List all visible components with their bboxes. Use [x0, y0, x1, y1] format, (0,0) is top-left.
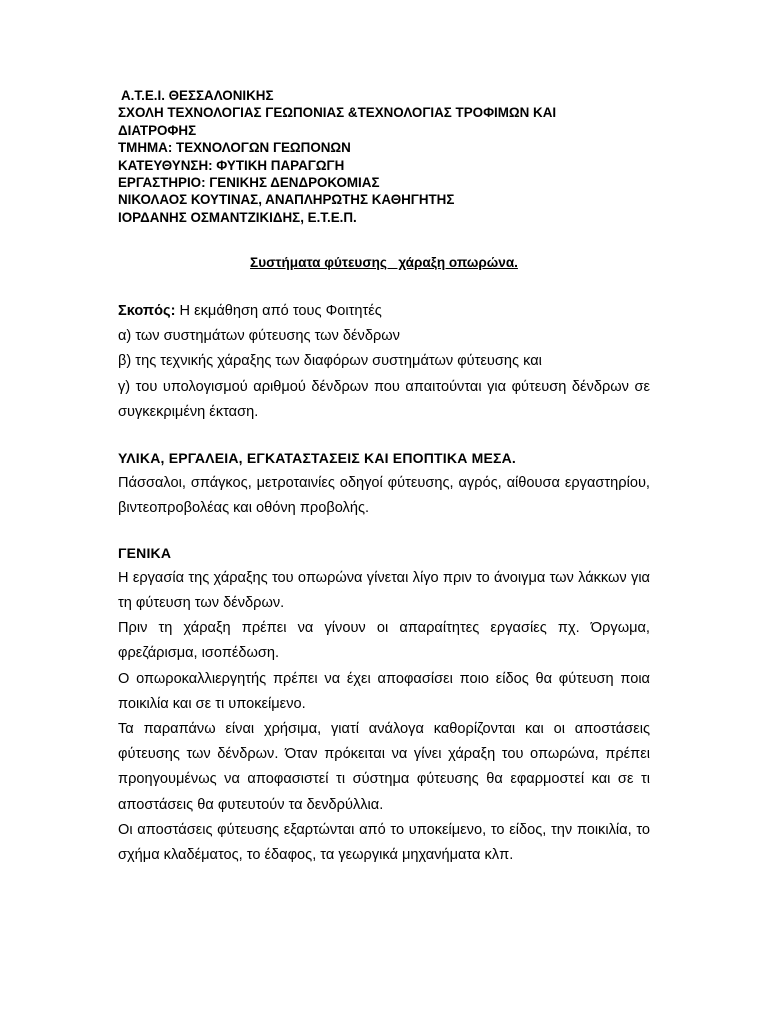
aim-item: γ) του υπολογισμού αριθμού δένδρων που απαιτούνται για φύτευση δένδρων σε συγκεκριμένη έκταση. — [118, 378, 650, 420]
laboratory-line: ΕΡΓΑΣΤΗΡΙΟ: ΓΕΝΙΚΗΣ ΔΕΝΔΡΟΚΟΜΙΑΣ — [118, 175, 380, 191]
materials-paragraph: Πάσσαλοι, σπάγκος, μετροταινίες οδηγοί φύτευσης, αγρός, αίθουσα εργαστηρίου, βιντεοπροβολέας και οθόνη προβολής. — [118, 475, 650, 517]
aim-text: Η εκμάθηση από τους Φοιτητές — [175, 303, 382, 319]
document-title: Συστήματα φύτευσης χάραξη οπωρώνα. — [250, 255, 518, 270]
general-paragraph: Πριν τη χάραξη πρέπει να γίνουν οι απαραίτητες εργασίες πχ. Όργωμα, φρεζάρισμα, ισοπέδωση. — [118, 620, 650, 662]
aim-item: β) της τεχνικής χάραξης των διαφόρων συστημάτων φύτευσης και — [118, 353, 542, 370]
author-line-2: ΙΟΡΔΑΝΗΣ ΟΣΜΑΝΤΖΙΚΙΔΗΣ, Ε.Τ.Ε.Π. — [118, 209, 357, 225]
school-line: ΣΧΟΛΗ ΤΕΧΝΟΛΟΓΙΑΣ ΓΕΩΠΟΝΙΑΣ &ΤΕΧΝΟΛΟΓΙΑΣ ΤΡΟΦΙΜΩΝ ΚΑΙ — [118, 105, 557, 121]
general-paragraph: Τα παραπάνω είναι χρήσιμα, γιατί ανάλογα καθορίζονται και οι αποστάσεις φύτευσης των δένδρων. Όταν πρόκειται να γίνει χάραξη του οπωρώνα, πρέπει προηγουμένως να αποφασιστεί τι σύστημα φύτευσης θα εφαρμοστεί και σε τι αποστάσεις θα φυτευτούν τα δενδρύλλια. — [118, 721, 650, 813]
document-body — [118, 299, 650, 868]
general-paragraph: Ο οπωροκαλλιεργητής πρέπει να έχει αποφασίσει ποιο είδος θα φύτευση ποια ποικιλία και σε τι υποκείμενο. — [118, 670, 650, 712]
general-heading: ΓΕΝΙΚΑ — [118, 544, 172, 561]
general-paragraph: Οι αποστάσεις φύτευσης εξαρτώνται από το υποκείμενο, το είδος, την ποικιλία, το σχήμα κλαδέματος, το έδαφος, τα γεωργικά μηχανήματα κλπ. — [118, 821, 650, 864]
specialization-line: ΚΑΤΕΥΘΥΝΣΗ: ΦΥΤΙΚΗ ΠΑΡΑΓΩΓΗ — [118, 157, 345, 173]
general-paragraph: Η εργασία της χάραξης του οπωρώνα γίνεται λίγο πριν το άνοιγμα των λάκκων για τη φύτευση των δένδρων. — [118, 569, 650, 612]
department-line: ΤΜΗΜΑ: ΤΕΧΝΟΛΟΓΩΝ ΓΕΩΠΟΝΩΝ — [118, 140, 351, 156]
school-line-continued: ΔΙΑΤΡΟΦΗΣ — [118, 122, 197, 138]
aim-paragraph — [118, 299, 650, 324]
document-header — [118, 87, 678, 226]
author-line-1: ΝΙΚΟΛΑΟΣ ΚΟΥΤΙΝΑΣ, ΑΝΑΠΛΗΡΩΤΗΣ ΚΑΘΗΓΗΤΗΣ — [118, 192, 455, 208]
institution-line: Α.Τ.Ε.Ι. ΘΕΣΣΑΛΟΝΙΚΗΣ — [121, 88, 274, 103]
aim-label: Σκοπός: — [118, 303, 176, 319]
aim-item: α) των συστημάτων φύτευσης των δένδρων — [118, 328, 400, 345]
materials-heading: ΥΛΙΚΑ, ΕΡΓΑΛΕΙΑ, ΕΓΚΑΤΑΣΤΑΣΕΙΣ ΚΑΙ ΕΠΟΠΤΙΚΑ ΜΕΣΑ. — [118, 450, 517, 467]
